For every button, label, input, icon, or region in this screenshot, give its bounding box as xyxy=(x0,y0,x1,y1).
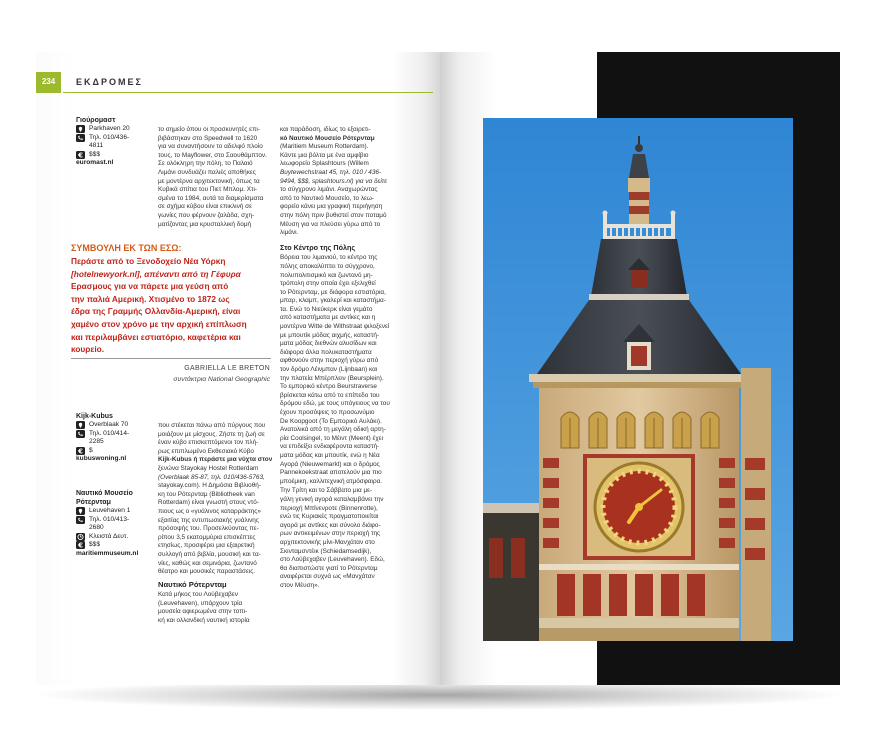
venue-kijk-kubus xyxy=(76,412,154,464)
venue-price: $$$ xyxy=(89,541,101,549)
clock-tower-photo xyxy=(483,118,793,641)
tip-title: ΣΥΜΒΟΥΛΗ ΕΚ ΤΩΝ ΕΣΩ: xyxy=(71,243,182,253)
body-line: αφθονούν στην περιοχή γύρω από xyxy=(280,357,379,365)
venue-website[interactable]: euromast.nl xyxy=(76,159,114,167)
hours-row xyxy=(76,533,158,542)
body-line: ξενώνα Stayokay Hostel Rotterdam xyxy=(158,464,259,472)
body-line: Το εμπορικό κέντρο Beurstraverse xyxy=(280,383,377,391)
venue-phone-cont: 2680 xyxy=(89,524,104,532)
venue-address: Parkhaven 20 xyxy=(89,125,130,132)
body-line: το σύγχρονο λιμάνι. Αναχωρώντας xyxy=(280,186,378,194)
body-line: το Ρότερνταμ, με διάφορα εστιατόρια, xyxy=(280,288,386,296)
body-line: Κατά μήκος του Λούβεχαβεν xyxy=(158,591,238,599)
price-icon xyxy=(76,541,85,549)
body-line: συλλογή από βιβλία, μουσική και τα- xyxy=(158,550,261,558)
body-line: πολυπολιτισμικό και ζωντανό μη- xyxy=(280,271,373,279)
body-line: θα διαπιστώστε γιατί το Ρότερνταμ xyxy=(280,564,378,572)
address-row xyxy=(76,421,154,430)
phone-icon xyxy=(76,430,85,438)
body-line: ρία Coolsingel, το Μέιντ (Meent) έχει xyxy=(280,434,384,442)
body-line: και παράδοση, ιδίως το εξαιρετι- xyxy=(280,126,371,133)
venue-phone-cont: 4811 xyxy=(89,142,104,150)
svg-text:€: € xyxy=(78,541,83,550)
body-line: σμένα το 1984, αυτά τα διαμερίσματα xyxy=(158,194,264,202)
venue-name: Γιούρομαστ xyxy=(76,117,116,124)
body-line: τα. Ενώ το Νιεύκερκ είναι γεμάτο xyxy=(280,305,373,313)
tip-line: Περάστε από το Ξενοδοχείο Νέα Υόρκη xyxy=(71,256,226,266)
body-line: από καταστήματα με αντίκες και η xyxy=(280,314,376,322)
body-line: περιοχή Μπίνενροτε (Binnenrotte), xyxy=(280,504,378,512)
price-icon xyxy=(76,151,85,159)
body-column-2-top xyxy=(158,126,276,229)
phone-row xyxy=(76,430,154,447)
body-line: Rotterdam) είναι γνωστή στους ντό- xyxy=(158,499,259,507)
venue-name-cont: Ρότερνταμ xyxy=(76,499,111,506)
body-line: αγορά με αντίκες και σύνολο διάφο- xyxy=(280,521,381,529)
venue-price: $$$ xyxy=(89,150,101,158)
body-line: ματα μόδας διεθνών αλυσίδων και xyxy=(280,340,377,348)
body-line: σε σχήμα κύβου είναι επικλινή σε xyxy=(158,203,252,211)
body-line: Λιμάνι συνδυάζει παλιές αποθήκες xyxy=(158,168,256,176)
body-line: έχουν προσόψεις το προσωνύμιο xyxy=(280,409,375,416)
body-line: βρίσκεται κάτω από το επίπεδο του xyxy=(280,391,380,399)
body-line: από το Ναυτικό Μουσείο, το λεω- xyxy=(280,194,375,202)
body-line: γωνίες που φέρνουν ζαλάδα, σχη- xyxy=(158,211,255,219)
body-line: ρως επιπλωμένο Εκθεσιακό Κύβο xyxy=(158,447,254,455)
body-line: stayokay.com). Η Δημόσια Βιβλιοθή- xyxy=(158,482,261,490)
left-page xyxy=(36,52,440,685)
body-line: Ανατολικά από τη μεγάλη οδική αρτη- xyxy=(280,426,386,434)
tip-line: την παλιά Αμερική. Χτισμένο το 1872 ως xyxy=(71,293,230,304)
pin-icon xyxy=(76,421,85,429)
body-line: κή και ολλανδική ναυτική ιστορία xyxy=(158,617,250,625)
body-line: αναφέρεται συχνά ως «Μανχάταν xyxy=(280,573,375,581)
venue-phone: Τηλ. 010/413- xyxy=(89,515,130,523)
phone-icon xyxy=(76,516,85,524)
body-line: νίες, καθώς και σεμινάρια, ζωντανό xyxy=(158,559,257,567)
address-row xyxy=(76,507,158,516)
pin-icon xyxy=(76,507,85,515)
body-line: θέατρο και μουσικές παραστάσεις. xyxy=(158,568,256,576)
section-heading: Στο Κέντρο της Πόλης xyxy=(280,242,356,252)
body-line: με μπουτίκ μόδας αιχμής, καταστή- xyxy=(280,331,380,339)
section-heading: Ναυτικό Ρότερνταμ xyxy=(158,579,227,589)
tip-author: GABRIELLA LE BRETON xyxy=(184,365,270,372)
body-line: το σημείο όπου οι προσκυνητές επι- xyxy=(158,126,260,133)
body-line: De Koopgoot (Το Εμπορικό Αυλάκι). xyxy=(280,417,382,425)
tip-line: χαμένο στον χρόνο με την αρχική επίπλωση xyxy=(71,318,247,329)
venue-phone-cont: 2285 xyxy=(89,438,104,446)
tip-line: [hotelnewyork.nl], απέναντι από τη Γέφυρα xyxy=(71,268,241,279)
body-line: ρίπου 3,5 εκατομμύρια επισκέπτες xyxy=(158,533,256,541)
body-line: μοντέρνα Witte de Withstraat φιλοξενεί xyxy=(280,323,390,331)
body-line: μοιάζουν με μίσχους. Ζήστε τη ζωή σε xyxy=(158,430,265,438)
body-line: Αγορά (Nieuwemarkt) και ο δρόμος xyxy=(280,460,380,468)
price-row xyxy=(76,447,154,456)
svg-text:€: € xyxy=(78,447,83,455)
pin-icon xyxy=(76,125,85,133)
body-line: που στέκεται πάνω από πύργους που xyxy=(158,422,266,429)
body-line: Κυβικά σπίτια του Πιετ Μπλομ. Χτι- xyxy=(158,186,258,194)
section-title: ΕΚΔΡΟΜΕΣ xyxy=(76,77,143,87)
body-line: τρόπολη στην οποία έχει εξελιχθεί xyxy=(280,280,376,288)
venue-maritime-museum xyxy=(76,489,158,559)
price-icon xyxy=(76,447,85,455)
body-line: Kijk-Kubus ή περάστε μια νύχτα στον xyxy=(158,456,273,464)
body-column-3 xyxy=(280,126,402,590)
venue-closed-day: Κλειστά Δευτ. xyxy=(89,532,129,540)
body-line: λεωφορείο Splashtours (Willem xyxy=(280,160,369,168)
tip-divider xyxy=(71,358,271,359)
body-line: μποέμικη, καλλιτεχνική ατμόσφαιρα. xyxy=(280,477,383,485)
clock-icon xyxy=(76,533,85,541)
body-line: ματα μόδας και μπουτίκ, ενώ η Νέα xyxy=(280,451,380,459)
body-line: Pannekoekstraat αποτελούν μια πιο xyxy=(280,469,382,477)
body-line: μπαρ, κλαμπ, γκαλερί και καταστήμα- xyxy=(280,297,386,305)
tip-body xyxy=(71,255,283,356)
body-line: δρόμου εδώ, με τους υπόγειους να του xyxy=(280,400,390,408)
body-line: με μοντέρνα αρχιτεκτονική, όπως τα xyxy=(158,177,260,185)
body-line: βιβάστηκαν στο Speedwell το 1620 xyxy=(158,134,258,142)
body-line: ματίζοντας μια κρυσταλλική δομή xyxy=(158,220,252,228)
phone-icon xyxy=(76,134,85,142)
header-rule xyxy=(63,92,433,93)
body-line: πρόσοψής του. Προσελκύοντας πε- xyxy=(158,525,259,533)
body-line: έναν κύβο επισκεπτόμενοι τον πλή- xyxy=(158,439,259,447)
body-line: κό Ναυτικό Μουσείο Ρότερνταμ xyxy=(280,134,375,142)
venue-website[interactable]: maritiemmuseum.nl xyxy=(76,549,139,557)
body-line: στην πόλη πριν βυθιστεί στον ποταμό xyxy=(280,211,387,219)
venue-name: Kijk-Kubus xyxy=(76,413,113,420)
price-row xyxy=(76,541,158,550)
body-line: να επιδείξει ενδιαφέροντα καταστή- xyxy=(280,443,380,451)
phone-row xyxy=(76,516,158,533)
body-line: πιους ως ο «γυάλινος καταρράκτης» xyxy=(158,507,261,515)
venue-price: $ xyxy=(89,446,93,454)
body-line: στον Μέυση». xyxy=(280,581,320,589)
body-line: πόλης αποκαλύπτει το σύγχρονο, xyxy=(280,262,375,270)
tip-line: κουρείο. xyxy=(71,344,104,355)
phone-row xyxy=(76,134,154,151)
body-line: Βόρεια του λιμανιού, το κέντρο της xyxy=(280,254,378,262)
tip-author-role: συντάκτρια National Geographic xyxy=(173,376,270,383)
venue-address: Leuvehaven 1 xyxy=(89,507,131,514)
body-line: την πλατεία Μπέρπλειν (Beursplein). xyxy=(280,374,384,382)
body-line: αρχιτεκτονικής μίνι-Μανχάταν στο xyxy=(280,538,375,546)
svg-text:€: € xyxy=(78,151,83,159)
body-line: εξαιτίας της εντυπωσιακής γυάλινης xyxy=(158,516,259,524)
body-line: Την Τρίτη και το Σάββατο μια με- xyxy=(280,487,373,495)
body-line: ενώ τις Κυριακές πραγματοποιείται xyxy=(280,513,379,521)
address-row xyxy=(76,125,154,134)
page-number: 234 xyxy=(41,77,56,86)
body-line: Κάντε μια βόλτα με ένα αμφίβιο xyxy=(280,151,369,159)
body-line: τους, το Mayflower, στο Σαουθάμπτον. xyxy=(158,151,267,159)
body-line: για να συναντήσουν το αδελφό πλοίο xyxy=(158,143,263,151)
body-line: ετησίως, προσφέρει μια εξαιρετική xyxy=(158,542,255,550)
venue-name: Ναυτικό Μουσείο xyxy=(76,490,133,497)
body-line: λιμάνι. xyxy=(280,229,299,237)
body-line: γάλη γενική αγορά καταλαμβάνει την xyxy=(280,495,384,503)
body-line: κη του Ρότερνταμ (Bibliotheek van xyxy=(158,490,255,498)
venue-website[interactable]: kubuswoning.nl xyxy=(76,455,127,463)
body-line: Σκινταμσντέικ (Schiedamsedijk), xyxy=(280,547,372,555)
tip-line: έδρα της Γραμμής Ολλανδία-Αμερική, είναι xyxy=(71,306,241,317)
body-line: τον δρόμο Λέινμπαν (Lijnbaan) και xyxy=(280,366,378,374)
body-line: διάφορα άλλα πολυκαταστήματα xyxy=(280,348,372,356)
body-line: 9494, $$$, splashtours.nl) για να δείτε xyxy=(280,177,387,185)
tip-line: και περιλαμβάνει εστιατόριο, καφετέρια και xyxy=(71,331,241,342)
body-line: στο Λούβεχαβεν (Leuvehaven). Εδώ, xyxy=(280,556,385,564)
body-column-2-bottom xyxy=(158,422,276,626)
tip-line: Ερασμους για να πάρετε μια γεύση από xyxy=(71,281,229,292)
venue-phone: Τηλ. 010/436- xyxy=(89,133,130,141)
venue-address: Overblaak 70 xyxy=(89,421,129,428)
body-line: (Overblaak 85-87, τηλ. 010/436-5763, xyxy=(158,473,265,481)
price-row xyxy=(76,151,154,160)
venue-euromast xyxy=(76,116,154,168)
body-line: μουσεία αφιερωμένα στην τοπι- xyxy=(158,608,248,616)
body-line: Σε ολόκληρη την πόλη, το Παλαιό xyxy=(158,160,253,168)
body-line: ρων αντικειμένων στην περιοχή της xyxy=(280,530,381,538)
body-line: Μέυση για να πλεύσει γύρω από το xyxy=(280,220,381,228)
body-line: Buytewechstraat 45, τηλ. 010 / 436- xyxy=(280,168,382,176)
venue-phone: Τηλ. 010/414- xyxy=(89,429,130,437)
body-line: (Maritiem Museum Rotterdam). xyxy=(280,143,369,151)
body-line: (Leuvehaven), υπάρχουν τρία xyxy=(158,599,243,607)
body-line: φορείο κάνει μια γραφική περιήγηση xyxy=(280,203,383,211)
